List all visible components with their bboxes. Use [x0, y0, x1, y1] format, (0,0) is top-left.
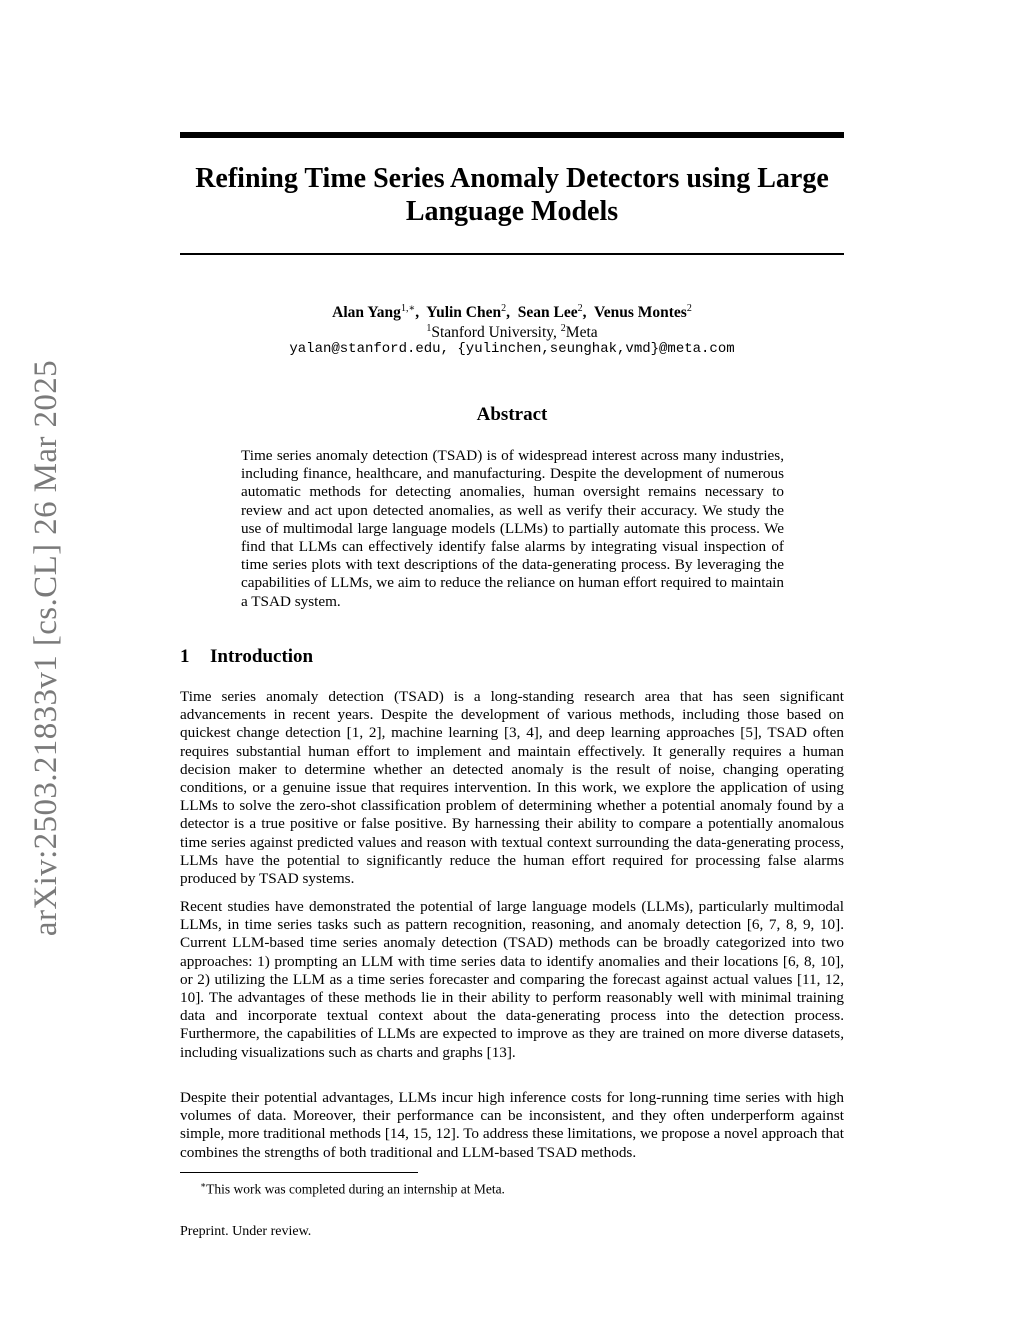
paper-title-line-2: Language Models: [405, 196, 619, 227]
footnote: [200, 1177, 800, 1198]
author-list: Alan Yang$^{1,∗}$, Yulin Chen$^2$, Sean Lee$^2$, Venus Montes$^2$: [332, 303, 692, 322]
footnote-rule: [180, 1172, 418, 1173]
section-number: 1: [180, 646, 190, 667]
affiliations: $^1$Stanford University, $^2$Meta: [426, 323, 598, 342]
author-emails: yalan@stanford.edu, {yulinchen,seunghak,vmd}@meta.com: [289, 341, 735, 357]
affiliation-mark: 2: [560, 323, 566, 334]
title-top-rule: [180, 132, 844, 138]
author-mark: 1,∗: [400, 303, 416, 314]
author-mark: 2: [501, 303, 507, 314]
footnote-mark: ∗: [200, 1180, 207, 1190]
intro-paragraph: Time series anomaly detection (TSAD) is a long-standing research area that has seen significant advancements in recent years. Despite the development of various methods, including those based on quickest change detection [1, 2], machine learning [3, 4], and deep learning approaches [5], TSAD often requires substantial human effort to implement and maintain effectively. It generally requires a human decision maker to determine whether an detected anomaly is the result of noise, changing operating conditions, or a genuine issue that requires intervention. In this work, we explore the application of using LLMs to solve the zero-shot classification problem of determining whether a potential anomaly found by a detector is a true positive or false positive. By harnessing their ability to compare a potentially anomalous time series against predicted values and reason with textual context surrounding the data-generating process, LLMs have the potential to significantly reduce the human effort required for processing false alarms produced by TSAD systems.: [180, 688, 844, 888]
abstract-text: Time series anomaly detection (TSAD) is of widespread interest across many industries, including finance, healthcare, and manufacturing. Despite the development of numerous automatic methods for detecting anomalies, human oversight remains necessary to review and act upon detected anomalies, as well as verify their accuracy. We study the use of multimodal large language models (LLMs) to partially automate this process. We find that LLMs can effectively identify false alarms by integrating visual inspection of time series plots with text descriptions of the data-generating process. By leveraging the capabilities of LLMs, we aim to reduce the reliance on human effort required to maintain a TSAD system.: [241, 447, 784, 610]
affiliation-name: Stanford University: [431, 324, 554, 342]
author-mark: 2: [577, 303, 583, 314]
author-mark: 2: [686, 303, 692, 314]
author-name: Sean Lee: [517, 304, 578, 322]
author-name: Alan Yang: [332, 304, 401, 322]
author-name: Yulin Chen: [426, 304, 502, 322]
affiliation-name: Meta: [565, 324, 598, 342]
author-name: Venus Montes: [593, 304, 687, 322]
preprint-note: Preprint. Under review.: [180, 1224, 312, 1239]
paper-title: [180, 162, 844, 228]
arxiv-identifier-stamp: arXiv:2503.21833v1 [cs.CL] 26 Mar 2025: [28, 359, 64, 937]
intro-paragraph: Recent studies have demonstrated the potential of large language models (LLMs), particularly multimodal LLMs, in time series tasks such as pattern recognition, reasoning, and anomaly detection [6, 7, 8, 9, 10]. Current LLM-based time series anomaly detection (TSAD) methods can be broadly categorized into two approaches: 1) prompting an LLM with time series data to identify anomalies and their locations [6, 8, 10], or 2) utilizing the LLM as a time series forecaster and comparing the forecast against actual values [11, 12, 10]. The advantages of these methods lie in their ability to perform reasonably well with minimal training data and incorporate textual context about the data-generating process into the detection process. Furthermore, the capabilities of LLMs are expected to improve as they are trained on more diverse datasets, including visualizations such as charts and graphs [13].: [180, 898, 844, 1061]
section-heading-introduction: [180, 646, 844, 668]
intro-paragraph: Despite their potential advantages, LLMs incur high inference costs for long-running time series with high volumes of data. Moreover, their performance can be inconsistent, and they often underperform against simple, more traditional methods [14, 15, 12]. To address these limitations, we propose a novel approach that combines the strengths of both traditional and LLM-based TSAD methods.: [180, 1089, 844, 1161]
footnote-text: This work was completed during an internship at Meta.: [206, 1181, 505, 1197]
paper-title-line-1: Refining Time Series Anomaly Detectors using Large: [195, 163, 829, 194]
section-title: Introduction: [210, 646, 314, 667]
affiliation-mark: 1: [426, 323, 432, 334]
title-bottom-rule: [180, 253, 844, 255]
abstract-heading: Abstract: [476, 404, 548, 425]
